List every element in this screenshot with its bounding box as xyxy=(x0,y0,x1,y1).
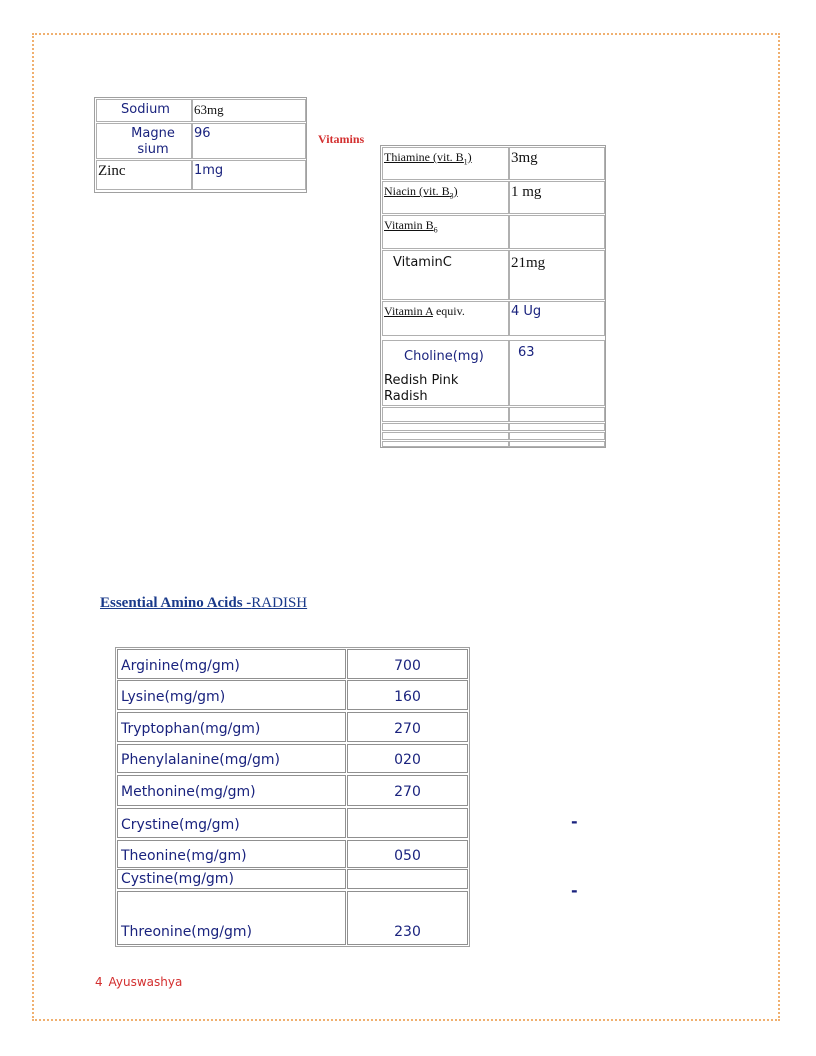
vitamin-value: 3mg xyxy=(511,150,538,166)
empty-cell xyxy=(509,441,605,447)
amino-heading-rest: RADISH xyxy=(251,595,308,611)
vitamin-value-cell xyxy=(509,340,605,406)
empty-cell xyxy=(509,423,605,431)
vitamin-value-cell xyxy=(509,250,605,300)
mineral-value: 1mg xyxy=(194,163,224,178)
page-footer xyxy=(95,975,182,989)
vitamin-label: Niacin (vit. $B_3$) xyxy=(384,184,458,201)
vitamin-value: 63 xyxy=(518,345,535,360)
amino-table xyxy=(115,647,470,947)
vitamin-label-cell xyxy=(382,340,509,406)
vitamin-value-cell xyxy=(509,181,605,214)
dash-mark: - xyxy=(571,812,578,831)
minerals-table xyxy=(94,97,307,193)
page-number: 4 xyxy=(95,975,103,989)
amino-name: Threonine(mg/gm) xyxy=(121,924,252,940)
amino-heading-bold: Essential Amino Acids - xyxy=(100,595,252,611)
amino-heading xyxy=(100,595,307,612)
vitamin-label-cell xyxy=(382,301,509,336)
amino-value: 230 xyxy=(394,924,421,940)
mineral-value-cell xyxy=(192,99,306,122)
footer-text: Ayuswashya xyxy=(108,975,183,989)
amino-value-cell xyxy=(347,649,468,679)
amino-name-cell xyxy=(117,840,346,868)
mineral-value: 63mg xyxy=(194,102,224,117)
amino-name-cell xyxy=(117,869,346,889)
dash-mark: - xyxy=(571,881,578,900)
vitamin-label-cell xyxy=(382,147,509,180)
empty-cell xyxy=(509,407,605,422)
amino-name-cell xyxy=(117,680,346,710)
amino-value-cell xyxy=(347,808,468,838)
amino-value: 700 xyxy=(394,658,421,674)
amino-value: 160 xyxy=(394,689,421,705)
amino-name-cell xyxy=(117,712,346,742)
mineral-value-cell xyxy=(192,123,306,159)
amino-value-cell xyxy=(347,712,468,742)
vitamin-value: 1 mg xyxy=(511,184,542,200)
vitamin-value-cell xyxy=(509,147,605,180)
amino-name: Phenylalanine(mg/gm) xyxy=(121,752,280,768)
amino-name-cell xyxy=(117,744,346,773)
vitamins-table xyxy=(380,145,606,448)
vitamin-value: 21mg xyxy=(511,255,546,271)
vitamin-label: Choline(mg) xyxy=(404,349,484,364)
amino-name-cell xyxy=(117,808,346,838)
empty-cell xyxy=(382,432,509,440)
amino-value-cell xyxy=(347,840,468,868)
mineral-label-cell xyxy=(96,123,192,159)
amino-value: 020 xyxy=(394,752,421,768)
mineral-label-cell xyxy=(96,99,192,122)
amino-value-cell xyxy=(347,869,468,889)
amino-name-cell xyxy=(117,891,346,945)
empty-cell xyxy=(382,441,509,447)
empty-cell xyxy=(382,423,509,431)
amino-value-cell xyxy=(347,891,468,945)
amino-name: Cystine(mg/gm) xyxy=(121,871,234,887)
amino-value-cell xyxy=(347,775,468,806)
mineral-label-cell xyxy=(96,160,192,190)
vitamin-label: Vitamin $B_6$ xyxy=(384,218,438,235)
amino-name-cell xyxy=(117,775,346,806)
vitamins-title: Vitamins xyxy=(318,132,365,146)
amino-name: Tryptophan(mg/gm) xyxy=(121,721,261,737)
vitamin-value-cell xyxy=(509,215,605,249)
vitamin-value: 4 Ug xyxy=(511,304,542,319)
vitamin-label-cell xyxy=(382,181,509,214)
amino-name: Lysine(mg/gm) xyxy=(121,689,226,705)
amino-name: Arginine(mg/gm) xyxy=(121,658,240,674)
empty-cell xyxy=(382,407,509,422)
vitamin-label: Thiamine (vit. $B_1$) xyxy=(384,150,472,167)
amino-name-cell xyxy=(117,649,346,679)
amino-value-cell xyxy=(347,680,468,710)
mineral-label: Sodium xyxy=(121,102,170,117)
amino-name: Methonine(mg/gm) xyxy=(121,784,256,800)
mineral-value: 96 xyxy=(194,126,211,141)
mineral-label: Magne sium xyxy=(131,126,175,157)
empty-cell xyxy=(509,432,605,440)
mineral-value-cell xyxy=(192,160,306,190)
amino-name: Theonine(mg/gm) xyxy=(121,848,247,864)
vitamin-label: VitaminC xyxy=(393,255,452,270)
vitamin-label-cell xyxy=(382,215,509,249)
vitamin-note: Redish Pink Radish xyxy=(384,373,459,404)
amino-name: Crystine(mg/gm) xyxy=(121,817,240,833)
vitamin-value-cell xyxy=(509,301,605,336)
amino-value: 270 xyxy=(394,784,421,800)
amino-value: 270 xyxy=(394,721,421,737)
amino-value-cell xyxy=(347,744,468,773)
mineral-label: Zinc xyxy=(98,163,126,179)
amino-value: 050 xyxy=(394,848,421,864)
vitamin-label-cell xyxy=(382,250,509,300)
vitamin-label: Vitamin A equiv. xyxy=(384,304,465,318)
